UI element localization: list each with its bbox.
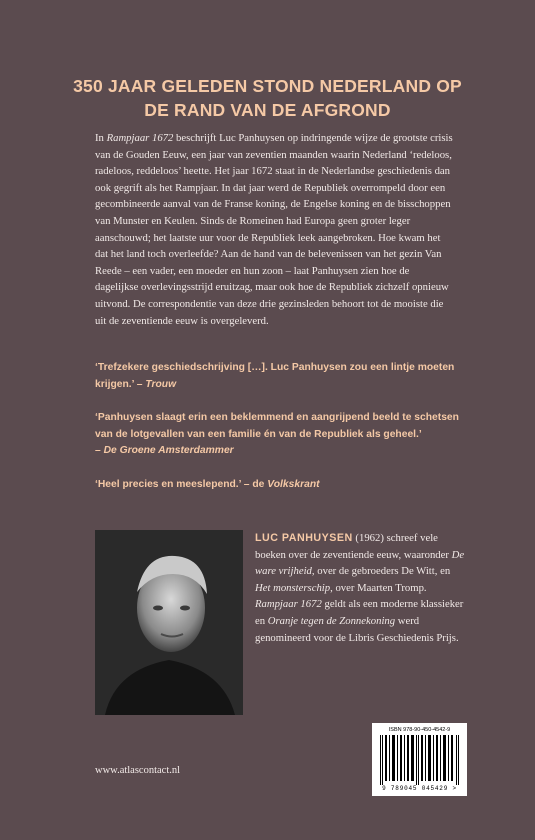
review-quotes (95, 360, 460, 511)
headline: 350 JAAR GELEDEN STOND NEDERLAND OP DE RAND VAN DE AFGROND (73, 76, 462, 120)
bio-text: werd genomineerd voor de Libris Geschiedenis Prijs. (255, 614, 459, 644)
review-quote (95, 360, 460, 393)
description-prefix: In (95, 132, 107, 144)
bio-book-title: De ware vrijheid (255, 548, 465, 578)
review-quote (95, 477, 460, 494)
website-url[interactable]: www.atlascontact.nl (95, 765, 181, 776)
bio-book-title: Het monsterschip (255, 581, 331, 594)
quote-text: ‘Panhuysen slaagt erin een beklemmend en aangrijpend beeld te schetsen van de lotgevallen van een familie én van de Republiek als geheel.’ (95, 412, 459, 440)
bio-text: , over Maarten Tromp. (330, 581, 427, 594)
bio-book-title: Rampjaar 1672 (255, 598, 322, 611)
description-text: beschrijft Luc Panhuysen op indringende wijze de grootste crisis van de Gouden Eeuw, een jaar van zeventien maanden waarin Nederland ‘redeloos, radeloos, reddeloos’ heette. Het jaar 1672 staat in de Nederlandse geschiedenis dan ook gegrift als het Rampjaar. In dat jaar werd de Republiek overrompeld door een gecombineerde aanval van de Franse koning, de Engelse koning en de bisschoppen van Munster en Keulen. Sinds de Romeinen had Europa geen groter leger aanschouwd; het laatste uur voor de Republiek leek aangebroken. Hoe kwam het dat het land toch overleefde? Aan de hand van de belevenissen van het gezin Van Reede – een vader, een moeder en hun zoon – laat Panhuysen zien hoe de dagelijkse overlevingsstrijd eruitzag, maar ook hoe de Republiek zichzelf opnieuw uitvond. De correspondentie van deze drie gezinsleden behoort tot de mooiste die uit de zeventiende eeuw is overgeleverd. (95, 132, 453, 327)
quote-source: – De Groene Amsterdammer (95, 445, 234, 457)
quote-text: ‘Heel precies en meeslepend.’ – de (95, 478, 268, 490)
quote-source: Trouw (145, 378, 177, 390)
bio-text: geldt als een moderne klassieker en (255, 598, 464, 627)
book-description (95, 130, 455, 329)
author-photo (95, 530, 243, 715)
quote-text: ‘Trefzekere geschiedschrijving […]. Luc Panhuysen zou een lintje moeten krijgen.’ – (95, 362, 455, 390)
barcode-digits: 9 789045 045429 > (382, 785, 457, 792)
bio-text: (1962) schreef vele boeken over de zeventiende eeuw, waaronder (255, 532, 452, 561)
barcode-icon (380, 735, 459, 785)
isbn-number: ISBN 978-90-450-4542-9 (388, 727, 451, 733)
isbn-barcode (372, 723, 467, 796)
author-name: LUC PANHUYSEN (255, 532, 353, 544)
author-portrait-icon (95, 530, 243, 715)
review-quote (95, 410, 460, 460)
author-bio (255, 530, 465, 646)
bio-book-title: Oranje tegen de Zonnekoning (267, 614, 396, 627)
quote-source: Volkskrant (267, 478, 320, 490)
book-title-italic: Rampjaar 1672 (106, 132, 174, 144)
bio-text: , over de gebroeders De Witt, en (311, 565, 451, 578)
